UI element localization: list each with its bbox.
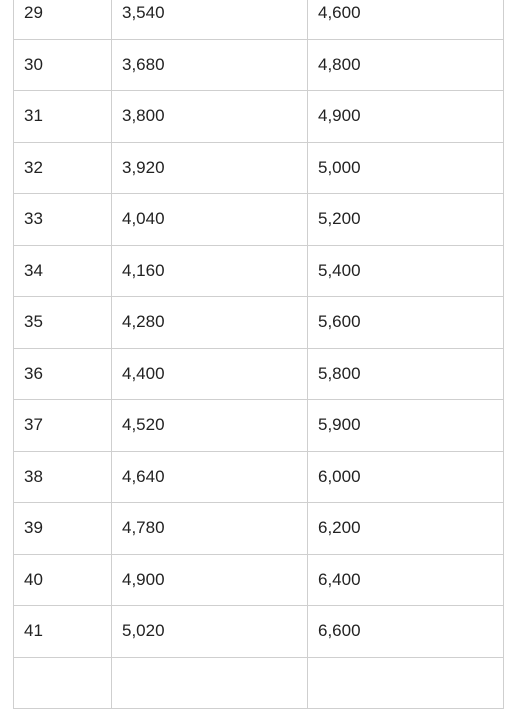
table-cell: 6,400 <box>308 554 504 606</box>
table-cell: 36 <box>14 348 112 400</box>
table-cell: 4,640 <box>112 451 308 503</box>
table-cell <box>308 657 504 709</box>
table-row <box>14 348 504 400</box>
table-row <box>14 39 504 91</box>
table-row <box>14 400 504 452</box>
table-cell: 31 <box>14 91 112 143</box>
table-row <box>14 451 504 503</box>
table-cell: 6,200 <box>308 503 504 555</box>
table-cell: 32 <box>14 142 112 194</box>
table-row <box>14 91 504 143</box>
table-cell: 33 <box>14 194 112 246</box>
table-cell: 4,600 <box>308 0 504 39</box>
table-cell: 3,800 <box>112 91 308 143</box>
data-table-container <box>13 0 503 709</box>
table-cell: 4,900 <box>112 554 308 606</box>
table-cell <box>14 657 112 709</box>
table-cell: 35 <box>14 297 112 349</box>
table-cell: 5,200 <box>308 194 504 246</box>
table-cell: 4,800 <box>308 39 504 91</box>
table-cell: 37 <box>14 400 112 452</box>
table-cell: 39 <box>14 503 112 555</box>
table-cell: 34 <box>14 245 112 297</box>
table-cell: 3,540 <box>112 0 308 39</box>
table-cell: 5,800 <box>308 348 504 400</box>
table-cell: 4,900 <box>308 91 504 143</box>
table-cell: 5,600 <box>308 297 504 349</box>
table-cell: 5,400 <box>308 245 504 297</box>
table-cell: 4,400 <box>112 348 308 400</box>
table-cell: 3,680 <box>112 39 308 91</box>
table-cell: 4,520 <box>112 400 308 452</box>
data-table <box>13 0 504 709</box>
table-row <box>14 297 504 349</box>
table-row <box>14 657 504 709</box>
table-row <box>14 245 504 297</box>
table-row <box>14 554 504 606</box>
table-row <box>14 606 504 658</box>
table-cell: 6,000 <box>308 451 504 503</box>
table-row <box>14 142 504 194</box>
table-cell: 40 <box>14 554 112 606</box>
table-cell: 4,040 <box>112 194 308 246</box>
table-cell: 4,780 <box>112 503 308 555</box>
table-cell: 30 <box>14 39 112 91</box>
table-cell: 38 <box>14 451 112 503</box>
table-cell: 4,280 <box>112 297 308 349</box>
table-cell: 5,020 <box>112 606 308 658</box>
table-cell <box>112 657 308 709</box>
table-cell: 41 <box>14 606 112 658</box>
table-row <box>14 0 504 39</box>
table-row <box>14 194 504 246</box>
table-cell: 6,600 <box>308 606 504 658</box>
table-cell: 3,920 <box>112 142 308 194</box>
table-cell: 5,000 <box>308 142 504 194</box>
table-body <box>14 0 504 709</box>
table-cell: 5,900 <box>308 400 504 452</box>
table-row <box>14 503 504 555</box>
table-cell: 4,160 <box>112 245 308 297</box>
table-cell: 29 <box>14 0 112 39</box>
